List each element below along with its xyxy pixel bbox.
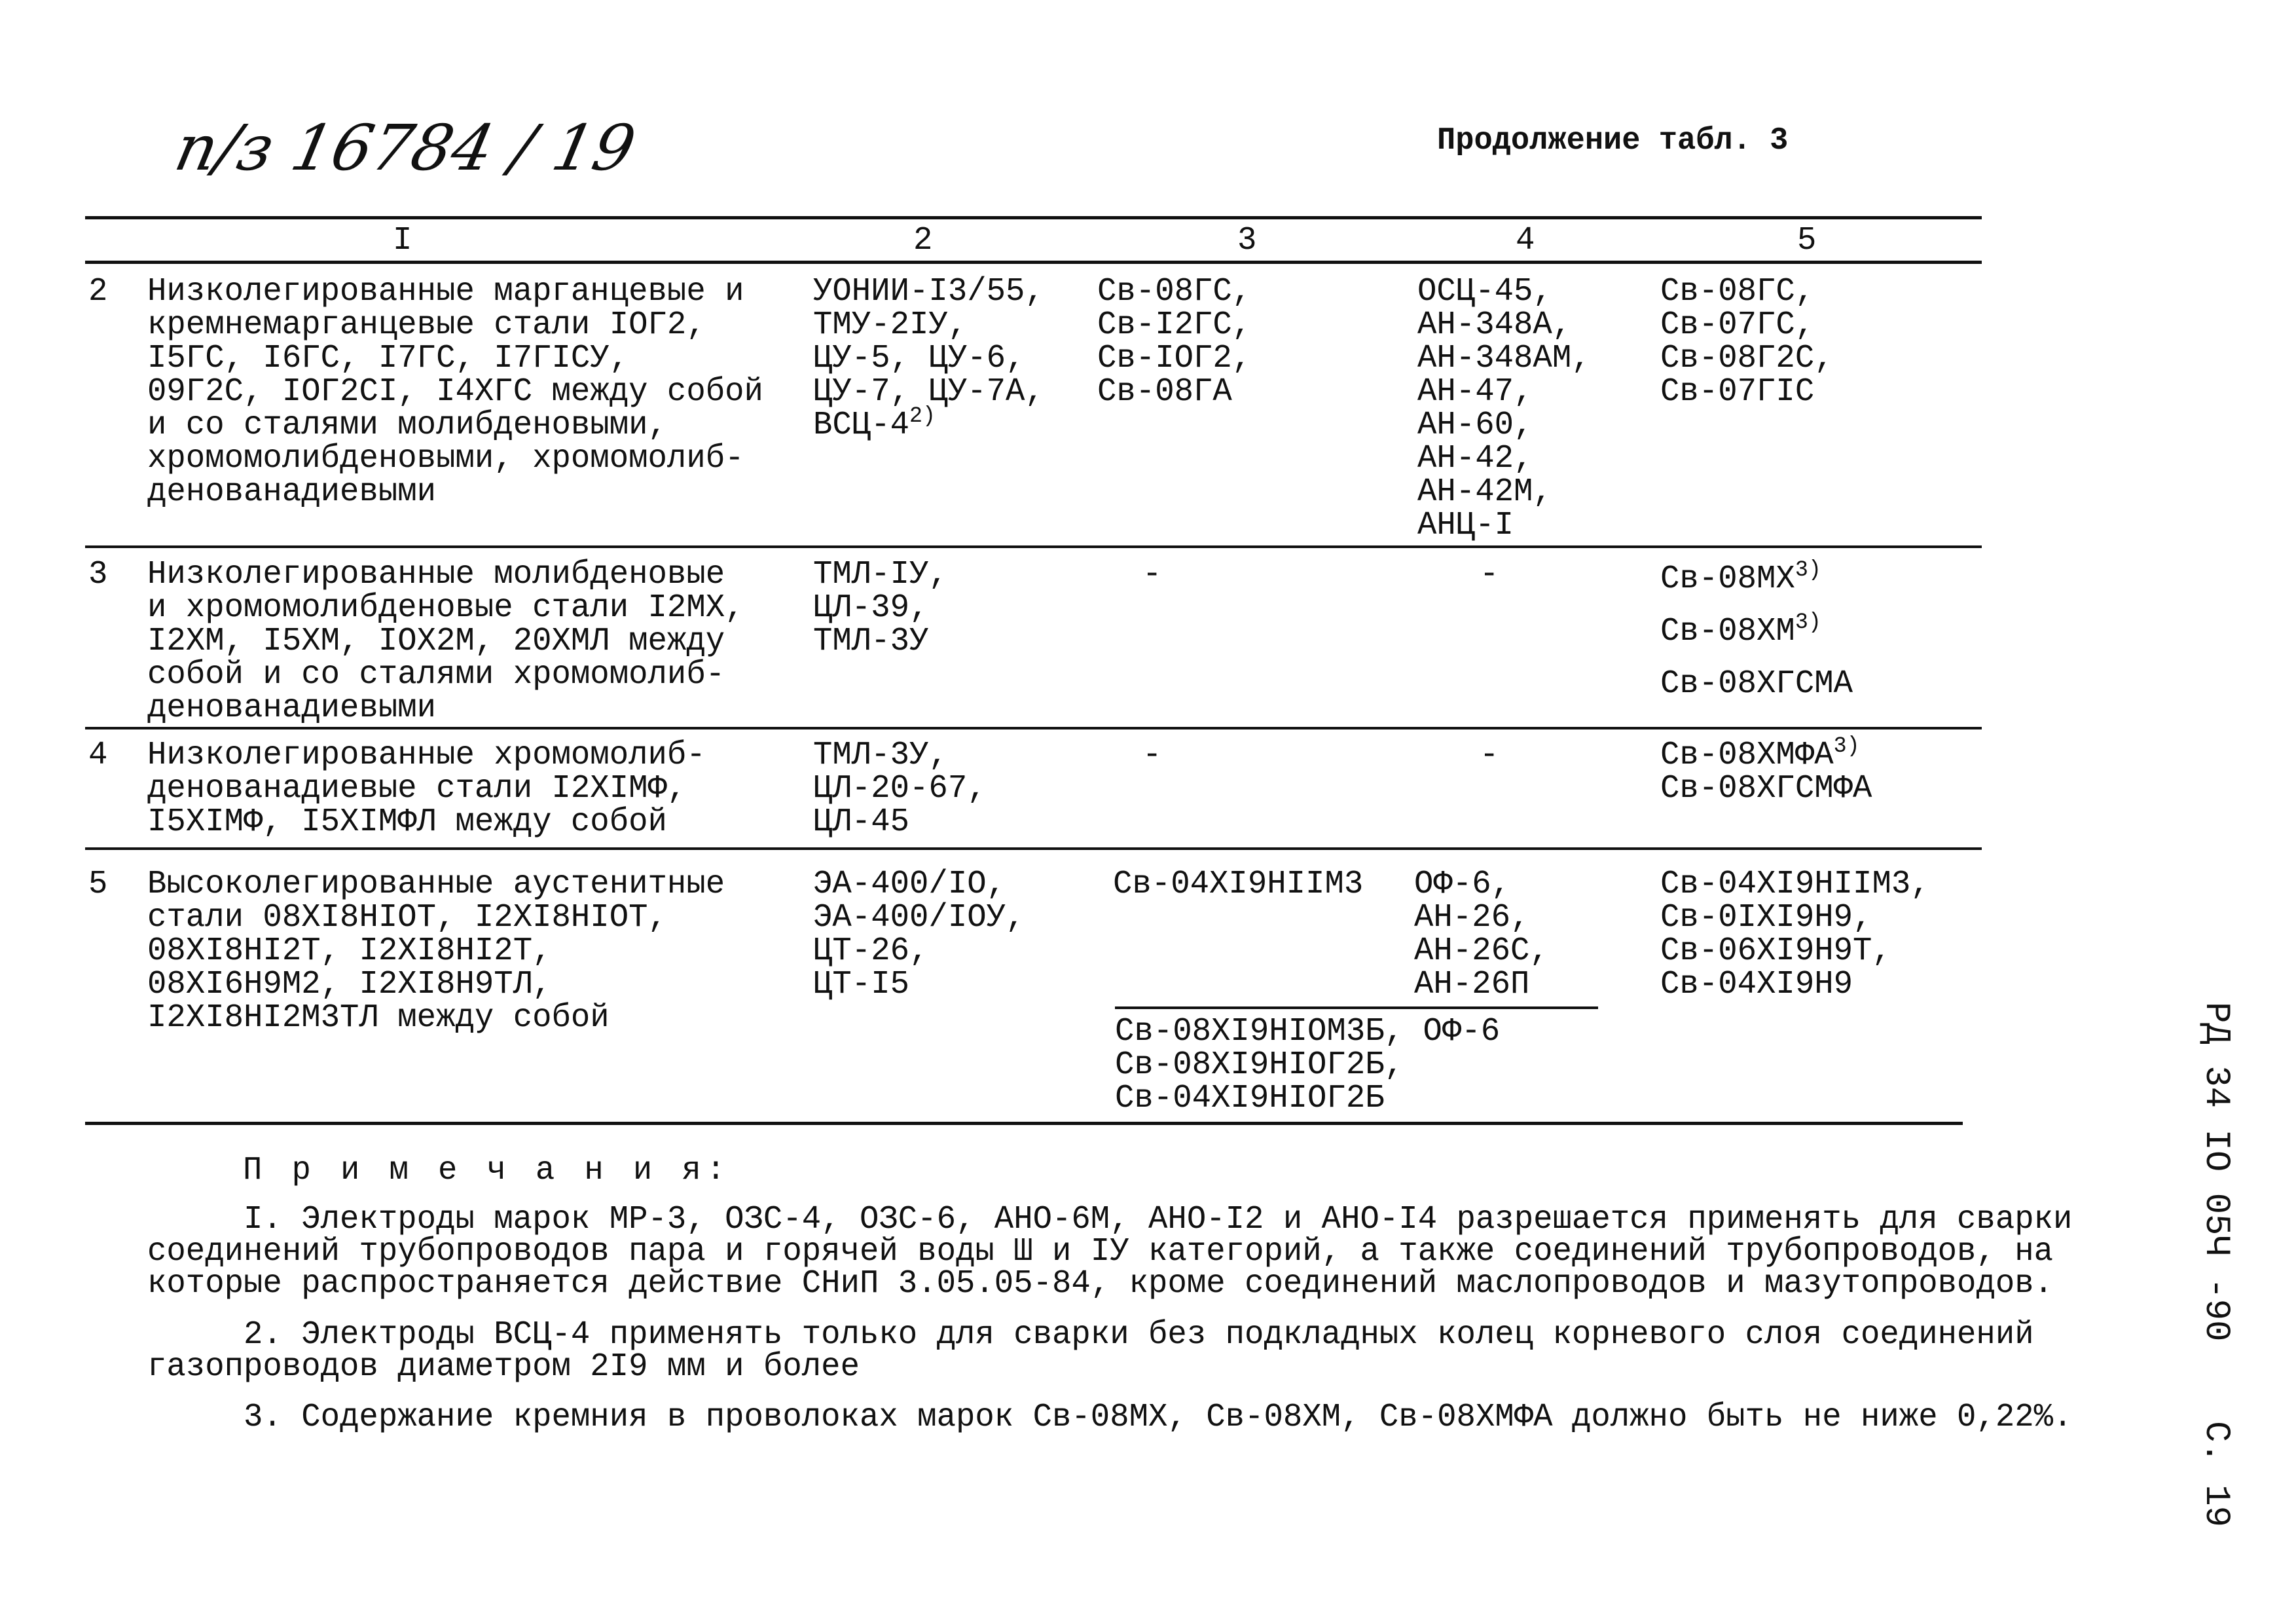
text-line bbox=[147, 275, 763, 308]
text-line bbox=[1480, 739, 1499, 772]
wire-list bbox=[1097, 275, 1251, 409]
line-text: Св-07ГС, bbox=[1660, 306, 1815, 344]
electrodes-list bbox=[813, 275, 1044, 442]
text-line bbox=[147, 558, 744, 591]
text-line bbox=[1660, 868, 1930, 901]
header-col-5: 5 bbox=[1797, 222, 1817, 259]
text-line bbox=[1097, 375, 1251, 409]
text-line bbox=[1660, 375, 1834, 409]
line-text: которые распространяется действие СНиП 3.05.05-84, кроме соединений маслопроводов и мазутопроводов. bbox=[147, 1265, 2054, 1302]
line-text: ТМЛ-IУ, bbox=[813, 556, 948, 593]
text-line bbox=[147, 805, 706, 839]
row-separator bbox=[85, 545, 1982, 548]
text-line bbox=[1414, 968, 1549, 1001]
text-line bbox=[813, 308, 1044, 342]
text-line bbox=[1660, 772, 1872, 805]
wire-list-alt bbox=[1660, 868, 1930, 1001]
line-text: ЦУ-7, ЦУ-7А, bbox=[813, 373, 1044, 411]
line-text: АН-26П bbox=[1414, 966, 1530, 1003]
text-line bbox=[147, 591, 744, 625]
electrodes-list bbox=[813, 868, 1025, 1001]
text-line bbox=[813, 404, 1044, 444]
text-line bbox=[147, 625, 744, 658]
line-text: АН-26, bbox=[1414, 899, 1530, 936]
line-text: стали 08ХI8НIОТ, I2ХI8НIОТ, bbox=[147, 899, 667, 936]
footnote-ref: 3) bbox=[1795, 610, 1821, 635]
text-line bbox=[1417, 442, 1591, 475]
line-text: АН-42М, bbox=[1417, 473, 1552, 511]
text-line bbox=[1660, 734, 1872, 774]
document-code: РД 34 IO 05Ч -90 bbox=[2196, 1002, 2236, 1342]
line-text: АН-47, bbox=[1417, 373, 1533, 411]
wire-list-alt bbox=[1660, 734, 1872, 807]
header-bottom-rule bbox=[85, 261, 1982, 264]
text-line bbox=[813, 901, 1025, 934]
text-line bbox=[1660, 275, 1834, 308]
line-text: Св-08ГС, bbox=[1097, 273, 1252, 310]
text-line bbox=[813, 342, 1044, 375]
line-text: и хромомолибденовые стали I2МХ, bbox=[147, 589, 744, 627]
text-line bbox=[147, 692, 744, 725]
text-line bbox=[147, 1233, 2072, 1270]
line-text: Св-04ХI9НIIМ3 bbox=[1113, 866, 1364, 903]
line-text: АН-26С, bbox=[1414, 932, 1549, 970]
header-col-2: 2 bbox=[913, 222, 933, 259]
line-text: 08ХI6Н9М2, I2ХI8Н9ТЛ, bbox=[147, 966, 552, 1003]
line-text: Высоколегированные аустенитные bbox=[147, 866, 725, 903]
text-line bbox=[1414, 868, 1549, 901]
text-line bbox=[1417, 475, 1591, 509]
header-col-3: 3 bbox=[1237, 222, 1257, 259]
line-text: Св-08ХI9НIОГ2Б, bbox=[1115, 1046, 1404, 1084]
text-line bbox=[147, 308, 763, 342]
text-line bbox=[147, 1348, 2034, 1386]
text-line bbox=[1660, 658, 1853, 710]
footnote-ref: 3) bbox=[1833, 734, 1860, 759]
line-text: Низколегированные марганцевые и bbox=[147, 273, 744, 310]
line-text: 2. Электроды ВСЦ-4 применять только для сварки без подкладных колец корневого слоя соединений bbox=[244, 1316, 2034, 1354]
flux-list bbox=[1414, 868, 1549, 1001]
line-text: УОНИИ-I3/55, bbox=[813, 273, 1044, 310]
line-text: ЦЛ-20-67, bbox=[813, 770, 987, 807]
line-text: собой и со сталями хромомолиб- bbox=[147, 656, 725, 693]
steel-description bbox=[147, 558, 744, 725]
line-text: ТМУ-2IУ, bbox=[813, 306, 968, 344]
line-text: ТМЛ-3У bbox=[813, 623, 929, 660]
text-line bbox=[147, 1399, 2073, 1436]
line-text: ЦЛ-45 bbox=[813, 803, 910, 841]
flux-list bbox=[1480, 558, 1499, 591]
line-text: Св-0IХI9Н9, bbox=[1660, 899, 1872, 936]
line-text: Св-08ХI9НIОМ3Б, ОФ-6 bbox=[1115, 1013, 1501, 1050]
line-text: денованадиевыми bbox=[147, 690, 437, 727]
page-number: С. 19 bbox=[2196, 1421, 2236, 1528]
text-line bbox=[147, 772, 706, 805]
line-text: I5ГС, I6ГС, I7ГС, I7ГIСУ, bbox=[147, 340, 629, 377]
text-line bbox=[147, 1201, 2073, 1238]
line-text: - bbox=[1142, 556, 1162, 593]
notes-title: П р и м е ч а н и я: bbox=[243, 1152, 731, 1189]
line-text: Св-06ХI9Н9Т, bbox=[1660, 932, 1891, 970]
line-text: денованадиевыми bbox=[147, 473, 437, 511]
line-text: и со сталями молибденовыми, bbox=[147, 407, 667, 444]
text-line bbox=[147, 968, 725, 1001]
line-text: АН-348А, bbox=[1417, 306, 1572, 344]
text-line bbox=[147, 934, 725, 968]
header-col-4: 4 bbox=[1516, 222, 1535, 259]
text-line bbox=[1115, 1048, 1500, 1082]
text-line bbox=[1660, 968, 1930, 1001]
text-line bbox=[1417, 375, 1591, 409]
text-line bbox=[813, 968, 1025, 1001]
line-text: Св-08МХ bbox=[1660, 561, 1795, 598]
text-line bbox=[1660, 901, 1930, 934]
line-text: I. Электроды марок МР-3, ОЗС-4, ОЗС-6, АНО-6М, АНО-I2 и АНО-I4 разрешается применять для сварки bbox=[244, 1201, 2073, 1238]
text-line bbox=[147, 868, 725, 901]
table-bottom-rule bbox=[85, 1122, 1963, 1125]
text-line bbox=[1417, 308, 1591, 342]
line-text: ОСЦ-45, bbox=[1417, 273, 1552, 310]
line-text: денованадиевые стали I2ХIМФ, bbox=[147, 770, 687, 807]
line-text: ЦТ-I5 bbox=[813, 966, 910, 1003]
line-text: Св-08ХГСМФА bbox=[1660, 770, 1872, 807]
continuation-label: Продолжение табл. 3 bbox=[1437, 123, 1789, 158]
line-text: газопроводов диаметром 2I9 мм и более bbox=[147, 1348, 860, 1386]
line-text: кремнемарганцевые стали IOГ2, bbox=[147, 306, 706, 344]
text-line bbox=[1660, 342, 1834, 375]
text-line bbox=[1417, 509, 1591, 542]
row-number: 5 bbox=[88, 866, 108, 903]
line-text: ЦЛ-39, bbox=[813, 589, 929, 627]
line-text: I2ХМ, I5ХМ, IOХ2М, 20ХМЛ между bbox=[147, 623, 725, 660]
text-line bbox=[1097, 342, 1251, 375]
line-text: ЦУ-5, ЦУ-6, bbox=[813, 340, 1025, 377]
text-line bbox=[147, 1265, 2072, 1302]
line-text: ЭА-400/IOУ, bbox=[813, 899, 1025, 936]
text-line bbox=[147, 409, 763, 442]
text-line bbox=[1097, 308, 1251, 342]
row-number: 4 bbox=[88, 737, 108, 774]
line-text: 08ХI8НI2Т, I2ХI8НI2Т, bbox=[147, 932, 552, 970]
text-line bbox=[1480, 558, 1499, 591]
footnote-ref: 3) bbox=[1795, 558, 1821, 583]
text-line bbox=[813, 275, 1044, 308]
line-text: АНЦ-I bbox=[1417, 507, 1514, 544]
subcell-separator bbox=[1115, 1006, 1598, 1009]
note-2 bbox=[147, 1316, 2034, 1386]
wire-list-alt bbox=[1660, 553, 1853, 710]
steel-description bbox=[147, 739, 706, 839]
row-separator bbox=[85, 847, 1982, 850]
line-text: I2ХI8НI2М3ТЛ между собой bbox=[147, 999, 610, 1037]
text-line bbox=[1115, 1082, 1500, 1115]
text-line bbox=[813, 625, 948, 658]
line-text: соединений трубопроводов пара и горячей воды Ш и IУ категорий, а также соединений трубопроводов, на bbox=[147, 1233, 2054, 1270]
line-text: 3. Содержание кремния в проволоках марок Св-08МХ, Св-08ХМ, Св-08ХМФА должно быть не ниже 0,22%. bbox=[244, 1399, 2073, 1436]
handwritten-reference: п/з 16784 / 19 bbox=[169, 111, 642, 185]
electrodes-list bbox=[813, 558, 948, 658]
text-line bbox=[1660, 308, 1834, 342]
text-line bbox=[1414, 934, 1549, 968]
line-text: ОФ-6, bbox=[1414, 866, 1511, 903]
line-text: ТМЛ-3У, bbox=[813, 737, 948, 774]
line-text: хромомолибденовыми, хромомолиб- bbox=[147, 440, 744, 477]
text-line bbox=[1142, 558, 1161, 591]
text-line bbox=[1097, 275, 1251, 308]
row-separator bbox=[85, 727, 1982, 729]
flux-list bbox=[1480, 739, 1499, 772]
row-number: 2 bbox=[88, 273, 108, 310]
text-line bbox=[147, 739, 706, 772]
text-line bbox=[1417, 409, 1591, 442]
row-number: 3 bbox=[88, 556, 108, 593]
steel-description bbox=[147, 868, 725, 1035]
line-text: ВСЦ-4 bbox=[813, 407, 910, 444]
line-text: ЦТ-26, bbox=[813, 932, 929, 970]
line-text: - bbox=[1142, 737, 1162, 774]
note-1 bbox=[147, 1201, 2073, 1302]
text-line bbox=[1660, 934, 1930, 968]
line-text: Св-08Г2С, bbox=[1660, 340, 1834, 377]
line-text: Св-08ХМ bbox=[1660, 613, 1795, 650]
line-text: - bbox=[1480, 737, 1499, 774]
line-text: АН-42, bbox=[1417, 440, 1533, 477]
line-text: АН-60, bbox=[1417, 407, 1533, 444]
text-line bbox=[1115, 1015, 1500, 1048]
footnote-ref: 2) bbox=[909, 404, 936, 429]
line-text: Св-IOГ2, bbox=[1097, 340, 1252, 377]
line-text: I5ХIМФ, I5ХIМФЛ между собой bbox=[147, 803, 667, 841]
wire-flux-combination bbox=[1115, 1015, 1500, 1115]
line-text: Св-04ХI9НIОГ2Б bbox=[1115, 1080, 1385, 1117]
line-text: 09Г2С, IOГ2СI, I4ХГС между собой bbox=[147, 373, 763, 411]
table-top-rule bbox=[85, 216, 1982, 219]
wire-list bbox=[1142, 558, 1161, 591]
text-line bbox=[147, 901, 725, 934]
text-line bbox=[147, 442, 763, 475]
text-line bbox=[147, 1316, 2034, 1354]
wire-list-alt bbox=[1660, 275, 1834, 409]
text-line bbox=[1142, 739, 1161, 772]
text-line bbox=[813, 868, 1025, 901]
text-line bbox=[1660, 553, 1853, 606]
text-line bbox=[1113, 868, 1363, 901]
line-text: Низколегированные молибденовые bbox=[147, 556, 725, 593]
text-line bbox=[813, 591, 948, 625]
text-line bbox=[1414, 901, 1549, 934]
text-line bbox=[147, 342, 763, 375]
text-line bbox=[813, 772, 987, 805]
line-text: АН-348АМ, bbox=[1417, 340, 1591, 377]
line-text: Св-07ГIС bbox=[1660, 373, 1815, 411]
electrodes-list bbox=[813, 739, 987, 839]
text-line bbox=[813, 805, 987, 839]
text-line bbox=[1660, 606, 1853, 658]
note-3 bbox=[147, 1399, 2073, 1436]
line-text: ЭА-400/IO, bbox=[813, 866, 1006, 903]
line-text: Низколегированные хромомолиб- bbox=[147, 737, 706, 774]
line-text: Св-04ХI9НIIМ3, bbox=[1660, 866, 1930, 903]
text-line bbox=[147, 375, 763, 409]
wire-list bbox=[1113, 868, 1363, 901]
text-line bbox=[1417, 342, 1591, 375]
text-line bbox=[1417, 275, 1591, 308]
line-text: Св-08ГС, bbox=[1660, 273, 1815, 310]
line-text: - bbox=[1480, 556, 1499, 593]
line-text: Св-I2ГС, bbox=[1097, 306, 1252, 344]
text-line bbox=[147, 475, 763, 509]
wire-list bbox=[1142, 739, 1161, 772]
line-text: Св-08ХМФА bbox=[1660, 737, 1834, 774]
text-line bbox=[147, 1001, 725, 1035]
line-text: Св-08ХГСМА bbox=[1660, 665, 1853, 703]
header-col-1: I bbox=[393, 222, 412, 259]
line-text: Св-08ГА bbox=[1097, 373, 1232, 411]
text-line bbox=[147, 658, 744, 692]
line-text: Св-04ХI9Н9 bbox=[1660, 966, 1853, 1003]
text-line bbox=[813, 934, 1025, 968]
text-line bbox=[813, 739, 987, 772]
text-line bbox=[813, 558, 948, 591]
flux-list bbox=[1417, 275, 1591, 542]
steel-description bbox=[147, 275, 763, 509]
